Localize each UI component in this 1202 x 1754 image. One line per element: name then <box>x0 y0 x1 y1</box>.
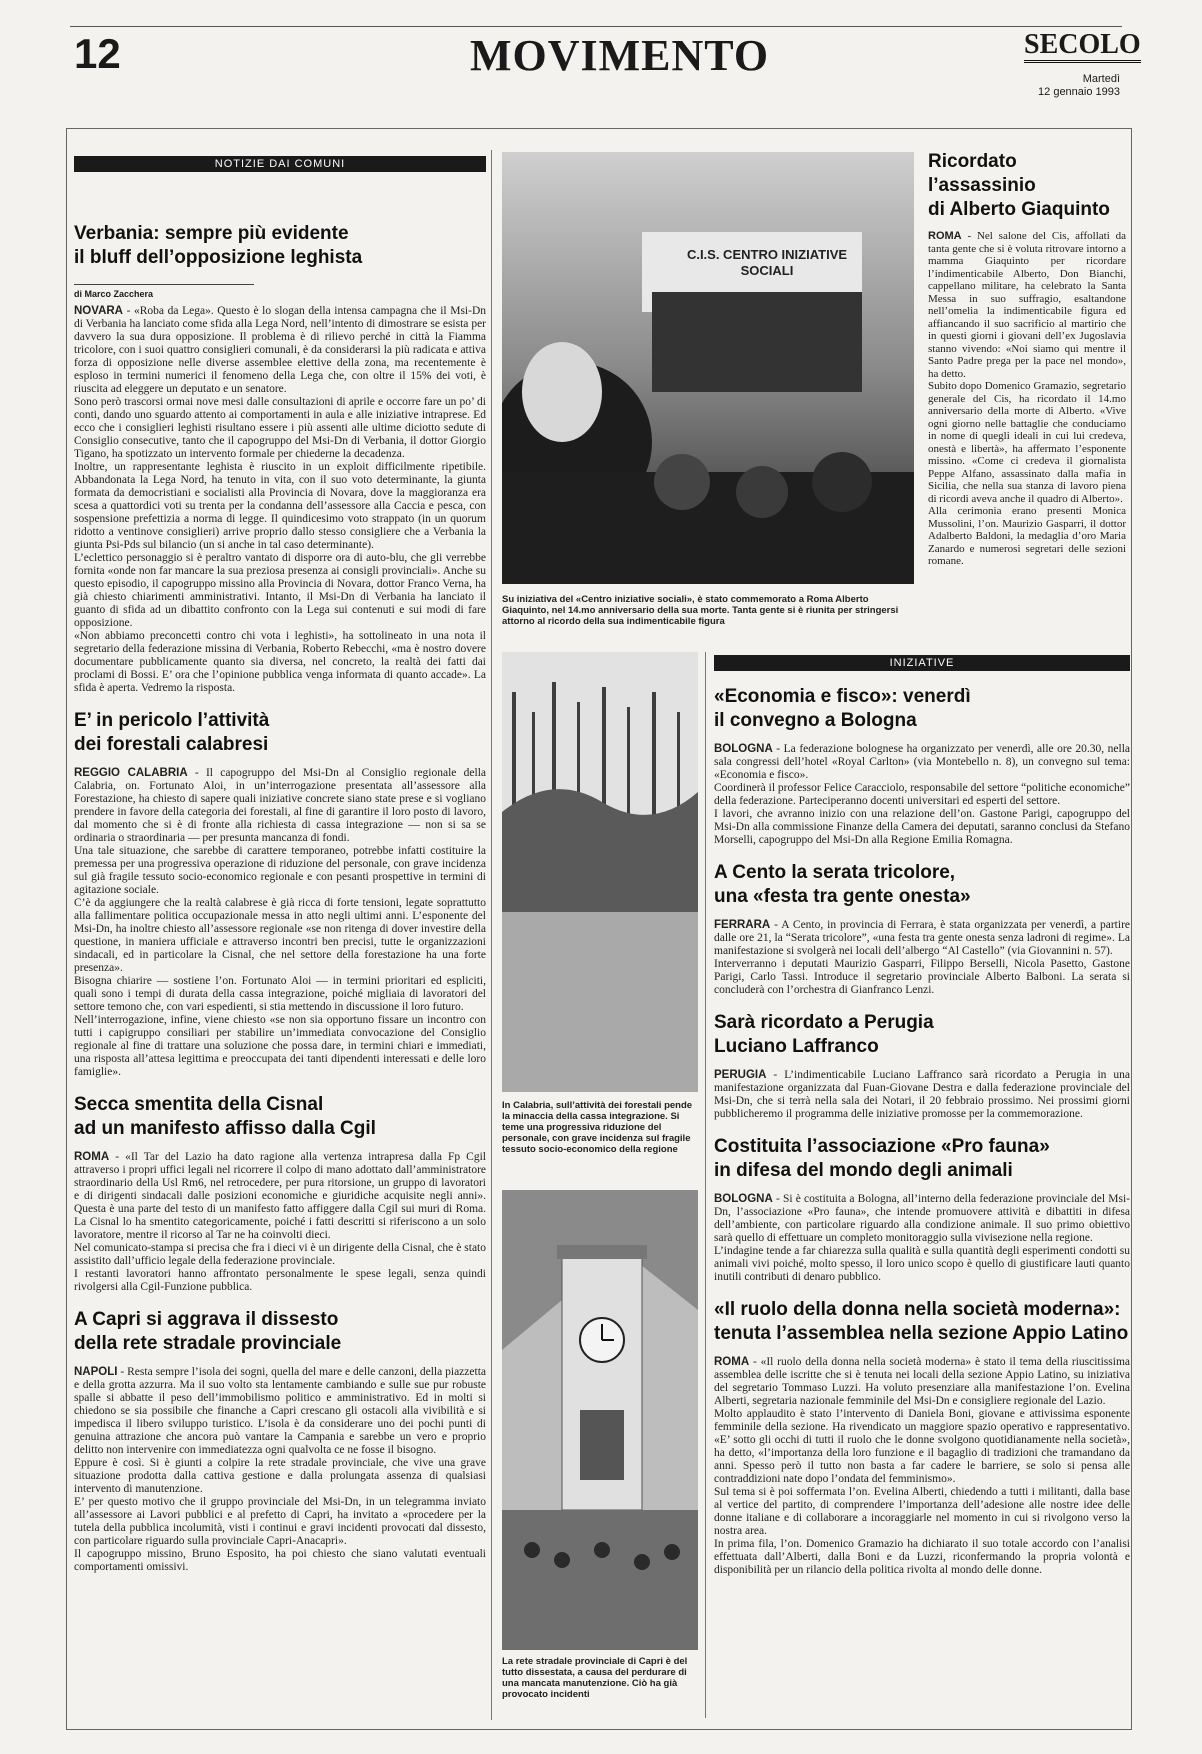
headline-line-1: Costituita l’associazione «Pro fauna» <box>714 1136 1050 1157</box>
headline-capri <box>74 1308 486 1356</box>
byline: di Marco Zacchera <box>74 289 154 299</box>
headline-line-2: ad un manifesto affisso dalla Cgil <box>74 1118 376 1139</box>
newspaper-logo: SECOLO <box>1024 30 1141 63</box>
headline-line-1: Secca smentita della Cisnal <box>74 1094 324 1115</box>
headline-pro-fauna <box>714 1135 1130 1183</box>
column-rule <box>705 652 706 1718</box>
paragraph: Coordinerà il professor Felice Caracciolo, responsabile del settore “politiche economiche” della federazione. Parteciperanno docenti universitari ed esperti del settore. <box>714 782 1130 807</box>
photo-banner-text: C.I.S. CENTRO INIZIATIVE SOCIALI <box>686 247 848 278</box>
dateline: REGGIO CALABRIA <box>74 767 188 779</box>
column-rule <box>491 150 492 1720</box>
photo-commemoration <box>502 152 914 584</box>
paragraph: Eppure è così. Si è giunti a colpire la rete stradale provinciale, che vive una grave situazione prodotta dalla cattiva gestione e dalla prolungata assenza di qualsiasi intervento di manutenzione. <box>74 1457 486 1495</box>
dateline: FERRARA <box>714 919 771 931</box>
paragraph: - Il capogruppo del Msi-Dn al Consiglio regionale della Calabria, on. Fortunato Aloi, in un’interrogazione presentata all’assessore alla Forestazione, ha chiesto di sapere quali iniziative concrete siano state prese e si vogliano prendere in favore della categoria dei forestali, al fine di garantire il loro posto di lavoro, dal momento che si è di fronte alla richiesta di cassa integrazione — non si sa se ordinaria o straordinaria — per presunta mancanza di fondi. <box>74 767 486 844</box>
article-body <box>74 1151 486 1294</box>
headline-economia-fisco <box>714 685 1130 733</box>
paragraph: - Nel salone del Cis, affollati da tanta gente che si è voluta ritrovare intorno a mamma Giaquinto per ricordare l’indimenticabile Alberto, Don Bianchi, cappellano militare, ha celebrato la Santa Messa in suo suffragio, esaltandone nell’omelia la indimenticabile figura ed affiancando il suo sacrificio al martirio che in questi giorni i giovani dell’ex Jugoslavia stanno vivendo: «Noi siamo qui mentre il Santo Padre prega per la pace nel mondo», ha detto. <box>928 230 1126 380</box>
paragraph: Inoltre, un rappresentante leghista è riuscito in un exploit difficilmente ripetibile. Abbandonata la Lega Nord, ha tenuto in vita, con il suo voto determinante, la giunta formata da democristiani e socialisti alla Provincia di Novara, dove la maggioranza era scesa a quattordici voti su trenta per la condanna dell’assessore alla Caccia e pesca, con sospensione prefettizia a norma di legge. Il quindicesimo voto strappato (in un quorum ridotto a ventinove consiglieri) arrive proprio dallo stesso consigliere che a Verbania la giunta Psi-Pds sul bilancio (un si anche in tal caso determinante). <box>74 461 486 551</box>
paragraph: - A Cento, in provincia di Ferrara, è stata organizzata per venerdì, a partire dalle ore 21, la “Serata tricolore”, «una festa tra gente onesta senza ladroni di regime». La manifestazione si svolgerà nei locali dell’albergo “Al Castello” (via Giovannini n. 57). <box>714 919 1130 957</box>
article-cento <box>714 861 1130 997</box>
article-body <box>714 1356 1130 1577</box>
photo-caption-forest: In Calabria, sull’attività dei forestali pende la minaccia della cassa integrazione. Si teme una progressiva riduzione del personale, con grave incidenza sul fragile tessuto socio-economico della regione <box>502 1100 693 1155</box>
article-body <box>74 305 486 695</box>
byline-rule <box>74 284 254 285</box>
paragraph: Alla cerimonia erano presenti Monica Mussolini, l’on. Maurizio Gasparri, il dottor Adalberto Baldoni, la medaglia d’oro Maria Zanardo e numerosi segretari delle sezioni romane. <box>928 505 1126 567</box>
paragraph: Interverranno i deputati Maurizio Gasparri, Filippo Berselli, Nicola Pasetto, Gastone Parigi, Carlo Tassi. Introduce il segretario provinciale Alberto Balboni. La serata si concluderà con l’orchestra di Gianfranco Lenzi. <box>714 958 1130 996</box>
paragraph: Subito dopo Domenico Gramazio, segretario generale del Cis, ha ricordato il 14.mo anniversario della morte di Alberto. «Vive ogni giorno nelle battaglie che conduciamo in nome di quegli ideali in cui lui credeva, onestà e libertà», ha affermato l’esponente missino. «Come ci credeva il giornalista Peppe Alfano, assassinato dalla mafia in Sicilia, che nella sua stanza di lavoro piena di ricordi aveva anche il quadro di Alberto». <box>928 380 1126 505</box>
dateline: ROMA <box>74 1151 110 1163</box>
dateline: BOLOGNA <box>714 1193 773 1205</box>
article-body <box>74 767 486 1079</box>
article-cisnal <box>74 1093 486 1294</box>
paragraph: Sul tema si è poi soffermata l’on. Evelina Alberti, chiedendo a tutti i militanti, dalla base al vertice del partito, di comprendere l’importanza dell’adesione alle nostre idee delle donne italiane e di collaborare a incoraggiarle nel momento in cui si rivolgono verso la nostra area. <box>714 1486 1130 1537</box>
issue-day: Martedì <box>1082 73 1120 85</box>
headline-line-2: una «festa tra gente onesta» <box>714 886 971 907</box>
article-body <box>714 743 1130 847</box>
paragraph: C’è da aggiungere che la realtà calabrese è già ricca di forte tensioni, legate soprattutto alla fallimentare politica occupazionale messa in atto negli ultimi anni. L’esponente del Msi-Dn, ha inoltre chiesto all’assessore regionale «se non ritenga di dover investire della questione, in maniera ufficiale e attraverso incontri ben precisi, tutte le organizzazioni sindacali, ed in particolare la Cisnal, che nel settore della forestazione ha una forte presenza». <box>74 897 486 974</box>
paragraph: - La federazione bolognese ha organizzato per venerdì, alle ore 20.30, nella sala congressi dell’hotel «Royal Carlton» (via Montebello n. 8), un convegno sul tema: «Economia e fisco». <box>714 743 1130 781</box>
headline-perugia <box>714 1011 1130 1059</box>
paragraph: Una tale situazione, che sarebbe di carattere temporaneo, potrebbe infatti costituire la premessa per una progressiva operazione di riduzione del personale, con grave incidenza sul già fragile tessuto socio-economico regionale e con pesanti prospettive in termini di agitazione sociale. <box>74 845 486 896</box>
headline-line-2: della rete stradale provinciale <box>74 1333 342 1354</box>
article-verbania <box>74 222 486 695</box>
section-band-notizie: NOTIZIE DAI COMUNI <box>74 156 486 172</box>
paragraph: In prima fila, l’on. Domenico Gramazio ha dichiarato il suo totale accordo con l’analisi effettuata dall’Alberti, dalla Boni e da Luzzi, riconfermando la propria volontà e disponibilità per un rilancio della politica rivolta al mondo delle donne. <box>714 1538 1130 1576</box>
photo-capri <box>502 1190 698 1650</box>
paragraph: L’eclettico personaggio si è peraltro vantato di disporre ora di auto-blu, che gli verrebbe fornita «onde non far mancare la sua preziosa presenza ai consigli provinciali». Anche su questo episodio, il capogruppo missino alla Provincia di Novara, dottor Franco Verna, ha già chiesto chiarimenti amministrativi. Intanto, il Msi-Dn di Verbania ha lanciato il guanto di sfida ad un dibattito confronto con la Lega sui contenuti e sui modi di fare opposizione. <box>74 552 486 629</box>
dateline: NAPOLI <box>74 1366 118 1378</box>
headline-cisnal <box>74 1093 486 1141</box>
issue-date <box>1010 73 1120 99</box>
headline-line-1: A Capri si aggrava il dissesto <box>74 1309 339 1330</box>
article-forestali <box>74 709 486 1079</box>
headline-line-2: Luciano Laffranco <box>714 1036 879 1057</box>
right-column <box>714 655 1130 1577</box>
paragraph: Il capogruppo missino, Bruno Esposito, ha poi chiesto che siano valutati eventuali comportamenti omissivi. <box>74 1548 486 1573</box>
paragraph: - «Roba da Lega». Questo è lo slogan della intensa campagna che il Msi-Dn di Verbania ha lanciato come sfida alla Lega Nord, nell’intento di dimostrare se esista per davvero la sua dura opposizione. Il problema è di rilievo perché in città la Fiamma tricolore, con i suoi quattro consiglieri comunali, è da considerarsi la più radicata e attiva forza di opposizione nelle diverse assemblee elettive della zona, ma recentemente è esploso in termini numerici il fenomeno della Lega che, con oltre il 15% dei voti, è riuscita ad eleggere un deputato e un senatore. <box>74 305 486 395</box>
dateline: BOLOGNA <box>714 743 773 755</box>
photo-caption-commemoration: Su iniziativa del «Centro iniziative sociali», è stato commemorato a Roma Alberto Giaquinto, nel 14.mo anniversario della sua morte. Tanta gente si è riunita per stringersi attorno al ricordo della sua indimenticabile figura <box>502 594 899 627</box>
headline-donna <box>714 1298 1130 1346</box>
paragraph: I lavori, che avranno inizio con una relazione dell’on. Gastone Parigi, capogruppo del Msi-Dn alla commissione Finanze della Camera dei deputati, saranno conclusi da Stefano Morselli, capogruppo del Msi-Dn alla Regione Emilia Romagna. <box>714 808 1130 846</box>
headline-line-1: Sarà ricordato a Perugia <box>714 1012 934 1033</box>
article-capri <box>74 1308 486 1574</box>
dateline: NOVARA <box>74 305 123 317</box>
headline-line-1: «Economia e fisco»: venerdì <box>714 686 971 707</box>
article-body <box>74 1366 486 1574</box>
article-economia-fisco <box>714 685 1130 847</box>
paragraph: Bisogna chiarire — sostiene l’on. Fortunato Aloi — in termini prioritari ed espliciti, quali sono i tempi di durata della cassa integrazione, poiché migliaia di lavoratori del settore temono che, con vari espedienti, si stia mettendo in discussione il loro futuro. <box>74 975 486 1013</box>
dateline: ROMA <box>928 230 962 242</box>
article-giaquinto <box>928 150 1126 568</box>
headline-line-1: Ricordato l’assassinio <box>928 151 1036 196</box>
headline-forestali <box>74 709 486 757</box>
top-rule <box>70 26 1122 27</box>
paragraph: Nell’interrogazione, infine, viene chiesto «se non sia opportuno fissare un incontro con tutti i capigruppo consiliari per stabilire un’immediata convocazione del Consiglio regionale al fine di trattare una soluzione che possa dare, in termini chiari e immediati, una risposta all’attesa legittima e preoccupata dei tanti dipendenti interessati e delle loro famiglie». <box>74 1014 486 1078</box>
photo-forest <box>502 652 698 1092</box>
photo-capri-image <box>502 1190 698 1650</box>
paragraph: E’ per questo motivo che il gruppo provinciale del Msi-Dn, in un telegramma inviato all’assessore ai Lavori pubblici e al prefetto di Capri, ha invitato a «procedere per la tutela della pubblica incolumità, visti i continui e gravi incidenti provocati dal dissesto, con particolare riguardo sulla provinciale Capri-Anacapri». <box>74 1496 486 1547</box>
article-perugia <box>714 1011 1130 1121</box>
article-body <box>714 1193 1130 1284</box>
headline-line-1: Verbania: sempre più evidente <box>74 223 349 244</box>
headline-cento <box>714 861 1130 909</box>
headline-giaquinto <box>928 150 1126 222</box>
paragraph: - «Il Tar del Lazio ha dato ragione alla vertenza intrapresa dalla Fp Cgil attraverso i propri uffici legali nel ricorrere il colpo di mano adottato dall’amministratore straordinario della Usl Rm6, nel retrocedere, per pura ritorsione, un gruppo di lavoratori e di dirigenti sindacali dalle posizioni economiche e giuridiche acquisite negli anni». Questa è una parte del testo di un manifesto fatto affiggere dalla Cgil sui muri di Roma. La Cisnal lo ha smentito categoricamente, poiché i fatti descritti si riferiscono a un solo lavoratore, mentre il ricorso al Tar ne ha coinvolti dieci. <box>74 1151 486 1241</box>
photo-commemoration-image <box>502 152 914 584</box>
paragraph: L’indagine tende a far chiarezza sulla qualità e sulla quantità degli esperimenti condotti su animali vivi poiché, molto spesso, il loro unico scopo è quello di giustificare lauti quanto inutili contributi di denaro pubblico. <box>714 1245 1130 1283</box>
article-body <box>714 1069 1130 1121</box>
article-body <box>714 919 1130 997</box>
headline-line-1: E’ in pericolo l’attività <box>74 710 270 731</box>
paragraph: I restanti lavoratori hanno affrontato personalmente le spese legali, senza quindi rivolgersi alla Cgil-Funzione pubblica. <box>74 1268 486 1293</box>
photo-caption-capri: La rete stradale provinciale di Capri è del tutto dissestata, a causa del perdurare di una mancata manutenzione. Ciò ha già provocato incidenti <box>502 1656 688 1700</box>
headline-line-2: in difesa del mondo degli animali <box>714 1160 1013 1181</box>
article-donna <box>714 1298 1130 1577</box>
paragraph: - Resta sempre l’isola dei sogni, quella del mare e delle canzoni, della piazzetta e della grotta azzurra. Ma il suo volto sta lentamente cambiando e sulle sue pur robuste spalle si abbatte il peso dell’immobilismo politico e amministrativo. Ed in molti si chiedono se sia possibile che finanche a Capri crescano gli ostacoli alla vivibilità e si impedisca il libero sviluppo turistico. L’isola è da considerare uno dei pochi punti di genuina attrazione che ancora può vantare la Campania e sarebbe un vero e proprio delitto non intervenire con immediatezza ogni qualvolta ce ne fosse il bisogno. <box>74 1366 486 1456</box>
left-column <box>74 156 486 1574</box>
photo-forest-image <box>502 652 698 1092</box>
page-number: 12 <box>74 30 121 77</box>
article-body <box>928 230 1126 568</box>
article-pro-fauna <box>714 1135 1130 1284</box>
paragraph: - Si è costituita a Bologna, all’interno della federazione provinciale del Msi-Dn, l’associazione «Pro fauna», che intende promuovere attività e dibattiti in difesa dell’ambiente, con particolare riguardo alla condizione animale. Il suo primo obiettivo sarà quello di effettuare un completo monitoraggio sulla vivisezione nella regione. <box>714 1193 1130 1244</box>
paragraph: - «Il ruolo della donna nella società moderna» è stato il tema della riuscitissima assemblea delle iscritte che si è tenuta nei locali della sezione Appio Latino, su iniziativa del segretario Tommaso Luzzi. Ha voluto presenziare alla manifestazione l’on. Evelina Alberti, segretaria nazionale femminile del Msi-Dn e consigliere regionale del Lazio. <box>714 1356 1130 1407</box>
paragraph: - L’indimenticabile Luciano Laffranco sarà ricordato a Perugia in una manifestazione organizzata dal Fuan-Giovane Destra e dalla federazione provinciale del Msi-Dn, che si terrà nella sala dei Notari, il 20 febbraio prossimo. Nei prossimi giorni pubblicheremo il programma delle iniziative promosse per la commemorazione. <box>714 1069 1130 1120</box>
headline-line-1: A Cento la serata tricolore, <box>714 862 956 883</box>
paragraph: «Non abbiamo preconcetti contro chi vota i leghisti», ha sottolineato in una nota il segretario della federazione missina di Verbania, Roberto Rebecchi, «ma è nostro dovere documentare pubblicamente quanto sia diversa, nel concreto, la realtà dei fatti dai proclami di Bossi. E’ ora che l’opinione pubblica venga informata di quanto accade». La sfida è aperta. Vedremo la risposta. <box>74 630 486 694</box>
section-title: MOVIMENTO <box>470 31 770 80</box>
paragraph: Sono però trascorsi ormai nove mesi dalle consultazioni di aprile e occorre fare un po’ di conti, dando uno sguardo attento ai comportamenti in aula e alle iniziative intraprese. Ed ecco che i consiglieri leghisti risultano essere i più assenti alle ultime diciotto sedute di Consiglio consecutive, tanto che il capogruppo del Msi-Dn di Verbania, il dottor Giorgio Tigano, ha spotizzato un intervento formale per chiederne la decadenza. <box>74 396 486 460</box>
paragraph: Molto applaudito è stato l’intervento di Daniela Boni, giovane e attivissima esponente femminile della sezione. Ha rivendicato un maggiore spazio operativo e rappresentativo. «E’ sotto gli occhi di tutti il ruolo che le donne svolgono quotidianamente nella società», ha detto, «l’importanza della loro funzione e il bagaglio di tradizioni che tramandano da anni. Spesso però il tutto non basta a far cadere le barriere, se solo si pensa alle contraddizioni nate dopo l’ondata del femminismo». <box>714 1408 1130 1485</box>
dateline: ROMA <box>714 1356 750 1368</box>
dateline: PERUGIA <box>714 1069 767 1081</box>
headline-line-2: dei forestali calabresi <box>74 734 269 755</box>
paragraph: Nel comunicato-stampa si precisa che fra i dieci vi è un dirigente della Cisnal, che è stato assistito dall’ufficio legale della federazione provinciale. <box>74 1242 486 1267</box>
section-band-iniziative: INIZIATIVE <box>714 655 1130 671</box>
headline-line-2: il convegno a Bologna <box>714 710 917 731</box>
headline-line-2: tenuta l’assemblea nella sezione Appio Latino <box>714 1323 1129 1344</box>
headline-line-2: di Alberto Giaquinto <box>928 199 1110 220</box>
headline-verbania <box>74 222 486 270</box>
headline-line-2: il bluff dell’opposizione leghista <box>74 247 363 268</box>
headline-line-1: «Il ruolo della donna nella società moderna»: <box>714 1299 1121 1320</box>
issue-full-date: 12 gennaio 1993 <box>1038 86 1120 98</box>
